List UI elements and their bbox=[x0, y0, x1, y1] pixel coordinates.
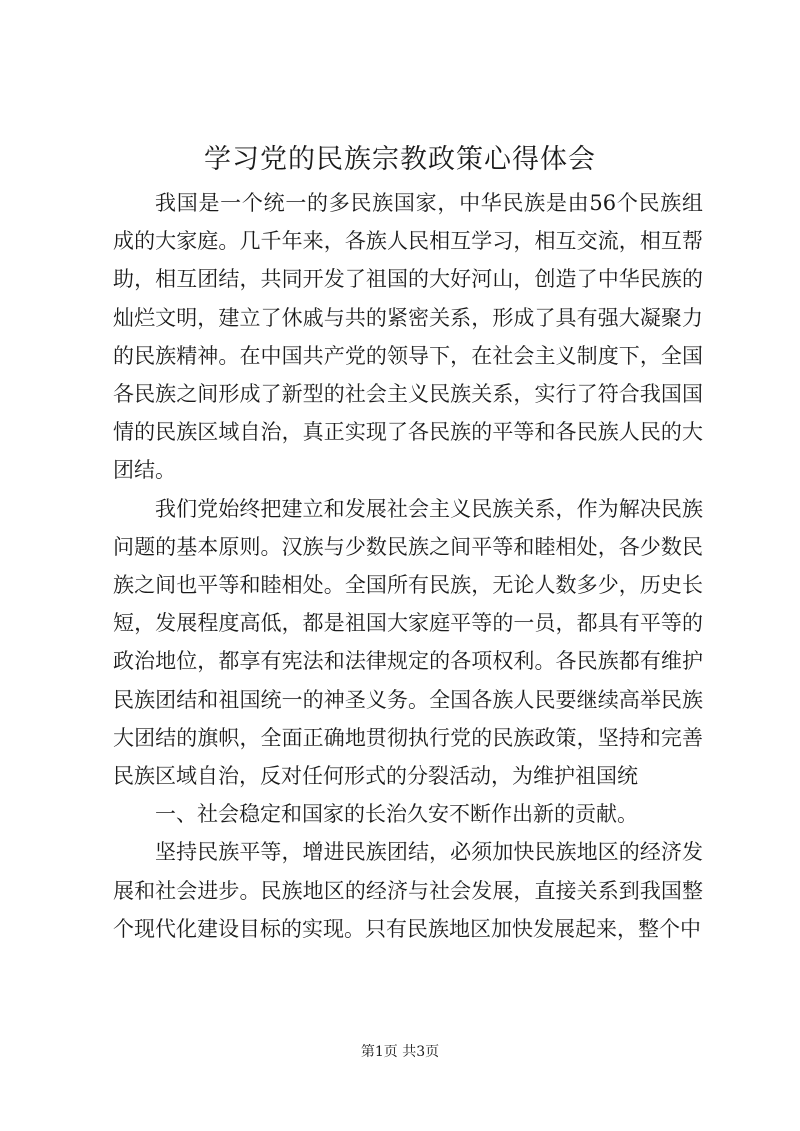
paragraph: 我们党始终把建立和发展社会主义民族关系，作为解决民族问题的基本原则。汉族与少数民族之间平等和睦相处，各少数民族之间也平等和睦相处。全国所有民族，无论人数多少，历史长短，发展程度高低，都是祖国大家庭平等的一员，都具有平等的政治地位，都享有宪法和法律规定的各项权利。各民族都有维护民族团结和祖国统一的神圣义务。全国各族人民要继续高举民族大团结的旗帜，全面正确地贯彻执行党的民族政策，坚持和完善民族区域自治，反对任何形式的分裂活动，为维护祖国统 bbox=[113, 496, 703, 789]
paragraph: 一、社会稳定和国家的长治久安不断作出新的贡献。 bbox=[155, 802, 638, 827]
document-body bbox=[113, 184, 703, 948]
paragraph: 我国是一个统一的多民族国家，中华民族是由56个民族组成的大家庭。几千年来，各族人民相互学习，相互交流，相互帮助，相互团结，共同开发了祖国的大好河山，创造了中华民族的灿烂文明，建立了休戚与共的紧密关系，形成了具有强大凝聚力的民族精神。在中国共产党的领导下，在社会主义制度下，全国各民族之间形成了新型的社会主义民族关系，实行了符合我国国情的民族区域自治，真正实现了各民族的平等和各民族人民的大团结。 bbox=[113, 191, 703, 483]
page-footer: 第1页 共3页 bbox=[360, 1044, 440, 1060]
paragraph: 坚持民族平等，增进民族团结，必须加快民族地区的经济发展和社会进步。民族地区的经济与社会发展，直接关系到我国整个现代化建设目标的实现。只有民族地区加快发展起来，整个中 bbox=[113, 840, 703, 941]
document-title: 学习党的民族宗教政策心得体会 bbox=[204, 144, 596, 175]
